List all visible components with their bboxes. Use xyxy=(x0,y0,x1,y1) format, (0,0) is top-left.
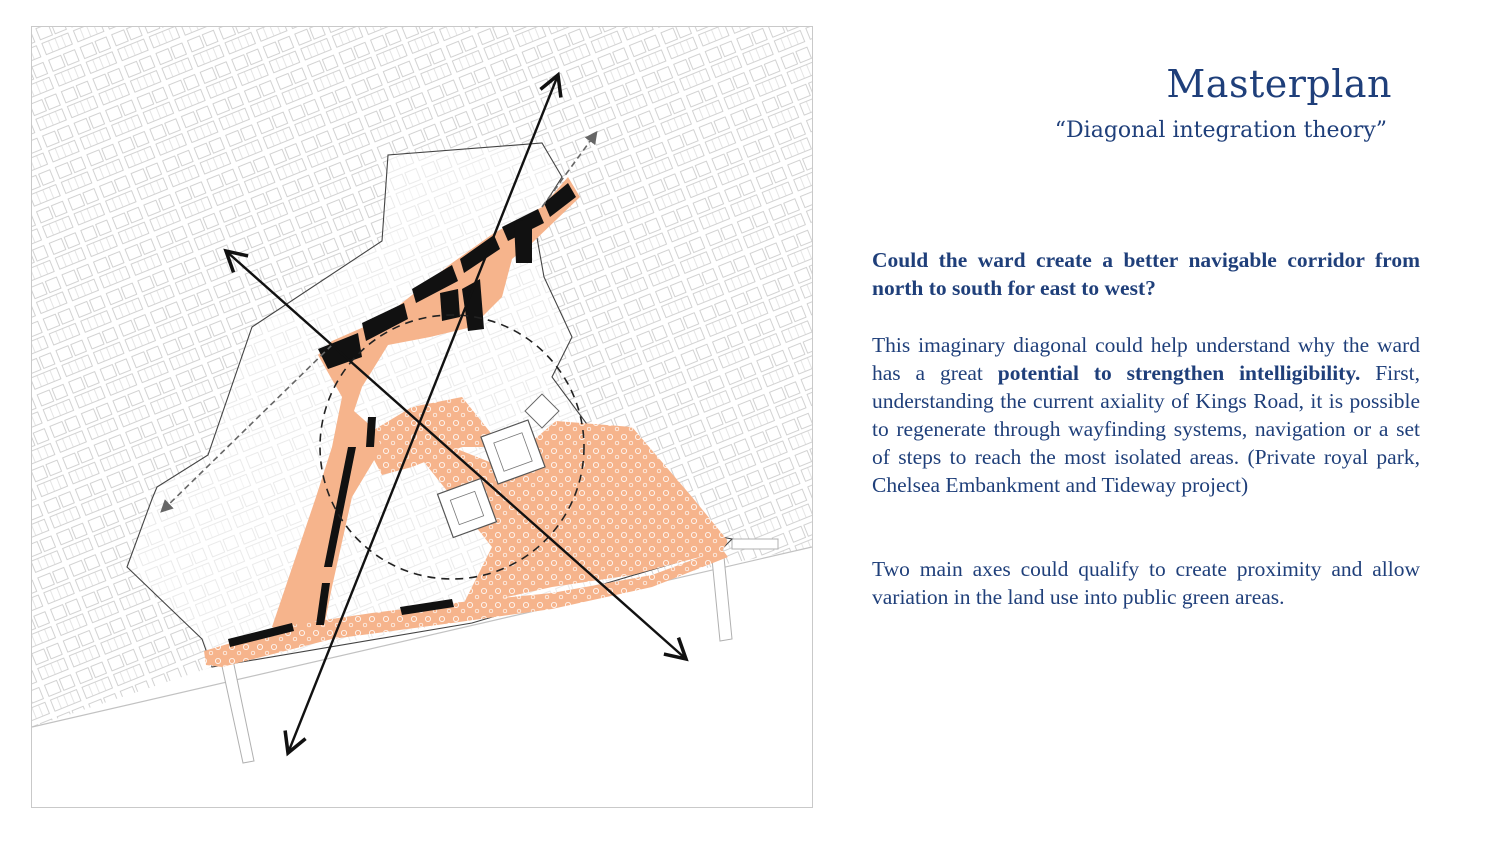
paragraph1-highlight: potential to strengthen intelligibility. xyxy=(997,361,1361,385)
paragraph-intelligibility xyxy=(872,331,1420,499)
masterplan-map xyxy=(31,26,813,808)
page-title: Masterplan xyxy=(1166,62,1392,106)
paragraph1-text: This imaginary diagonal could help understand why the ward has a great xyxy=(872,333,1420,385)
text-column xyxy=(872,246,1420,611)
paragraph-axes: Two main axes could qualify to create proximity and allow variation in the land use into public green areas. xyxy=(872,557,1420,609)
page-subtitle: “Diagonal integration theory” xyxy=(1054,118,1387,143)
paragraph1-text-continued: First, understanding the current axiality of Kings Road, it is possible to regenerate through wayfinding systems, navigation or a set of steps to reach the most isolated areas. (Private royal park, Chelsea Embankment and Tideway project) xyxy=(872,361,1421,497)
question-heading: Could the ward create a better navigable corridor from north to south for east to west? xyxy=(872,248,1420,300)
